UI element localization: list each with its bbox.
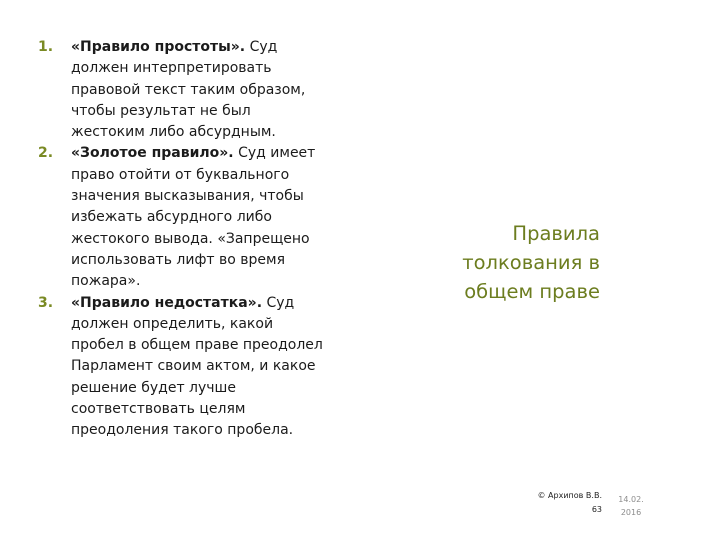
footer-date-day-month: 14.02. <box>618 495 644 504</box>
rule-item-2 <box>38 143 328 292</box>
rule-number: 2. <box>38 145 54 162</box>
rule-text: Суд должен интерпретировать правовой текст таким образом, чтобы результат не был жестоким либо абсурдным. <box>71 39 306 141</box>
rule-name: «Правило простоты». <box>71 39 246 55</box>
rule-number: 3. <box>38 294 54 311</box>
footer-date <box>612 493 650 519</box>
slide-title: Правила толкования в общем праве <box>462 222 600 303</box>
rule-text: Суд должен определить, какой пробел в общем праве преодолел Парламент своим актом, и какое решение будет лучше соответствовать целям преодоления такого пробела. <box>71 294 323 439</box>
footer-author: © Архипов В.В. <box>537 491 602 500</box>
rule-name: «Правило недостатка». <box>71 294 263 311</box>
page-number: 63 <box>591 505 602 514</box>
footer-author-block <box>490 489 602 517</box>
footer-date-year: 2016 <box>620 508 642 517</box>
rules-list <box>38 37 328 442</box>
rule-number: 1. <box>38 39 54 55</box>
rule-text: Суд имеет право отойти от буквального значения высказывания, чтобы избежать абсурдного либо жестокого вывода. «Запрещено использовать лифт во время пожара». <box>71 145 316 290</box>
rule-name: «Золотое правило». <box>71 145 234 162</box>
rule-item-1 <box>38 37 328 143</box>
rule-item-3 <box>38 293 328 442</box>
